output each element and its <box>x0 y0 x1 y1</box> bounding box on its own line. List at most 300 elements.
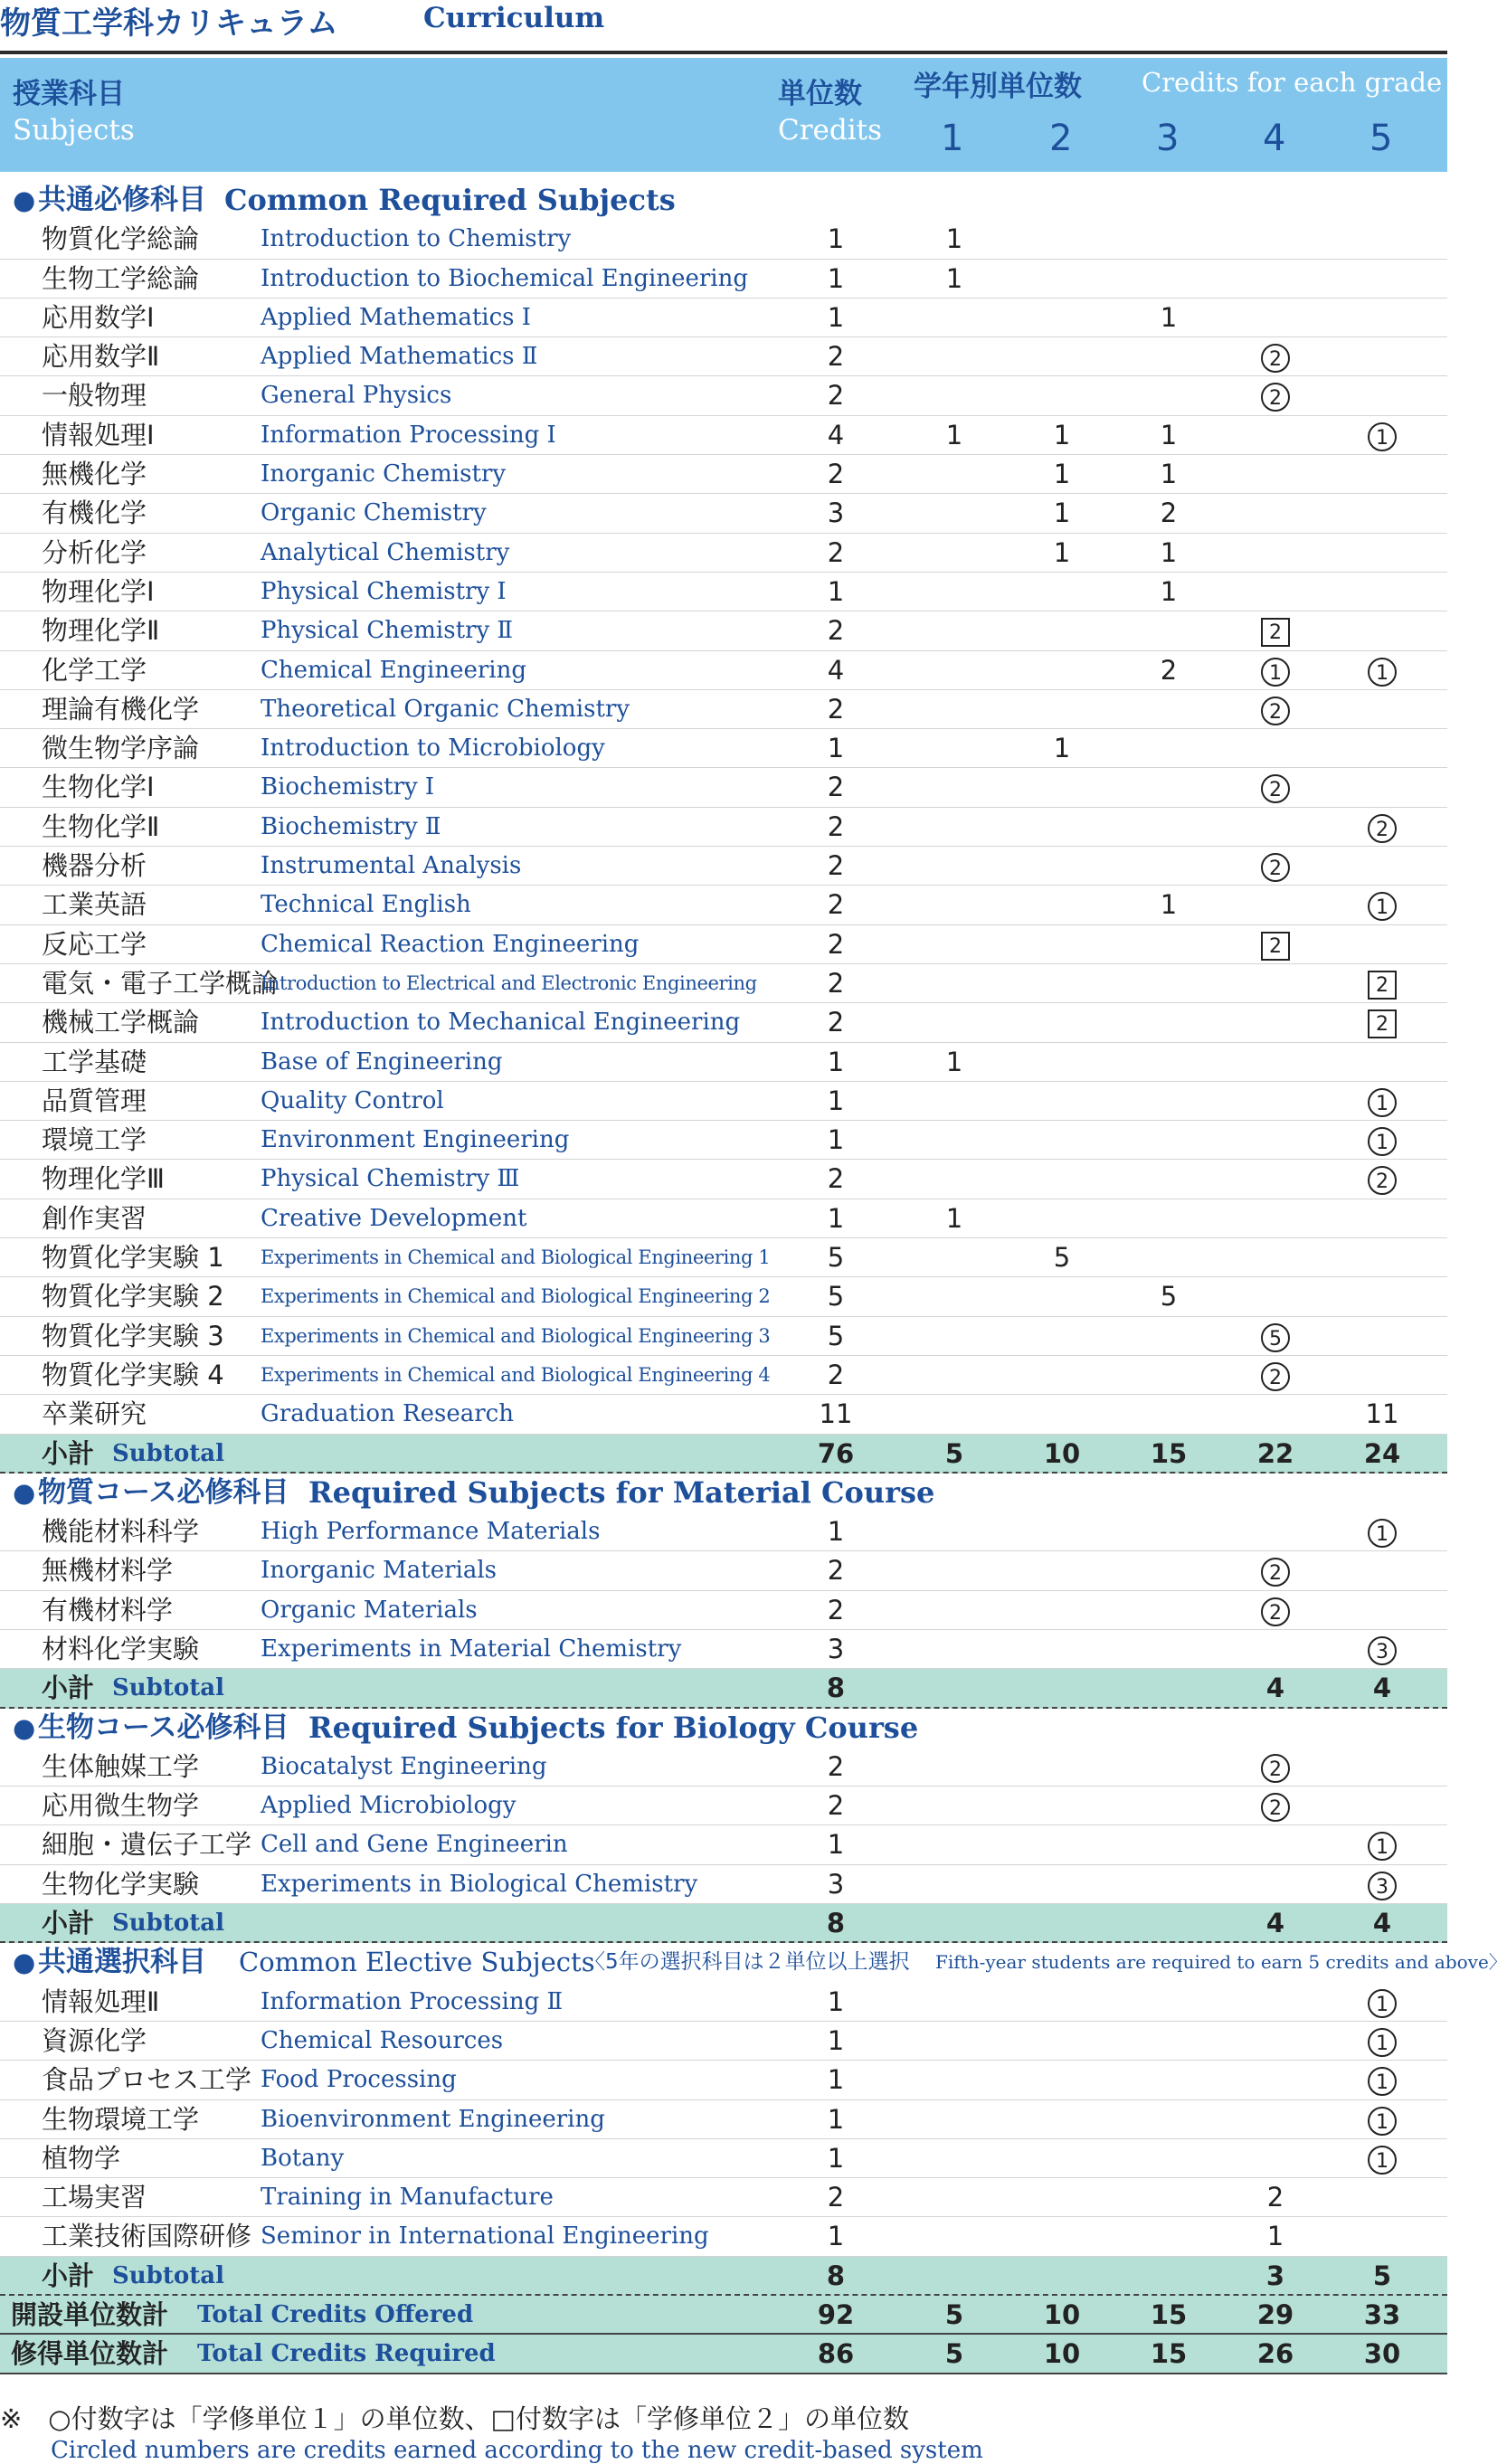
subject-name-en: Physical Chemistry Ⅱ <box>261 617 514 645</box>
grade-5-cell <box>1328 2139 1436 2178</box>
credits-cell: 1 <box>827 223 845 255</box>
grade-3-cell <box>1114 1277 1223 1316</box>
credit-value: 5 <box>944 2299 964 2331</box>
table-row <box>0 2139 1447 2178</box>
subject-name-en: Base of Engineering <box>261 1047 503 1076</box>
credit-value: 1 <box>1053 419 1071 450</box>
table-row <box>0 2022 1447 2061</box>
grade-5-cell <box>1328 2061 1436 2099</box>
credits-cell: 1 <box>827 1085 845 1116</box>
section-header <box>0 1474 1447 1512</box>
subject-name-ja: 卒業研究 <box>42 1398 147 1430</box>
subject-name-en: Chemical Reaction Engineering <box>261 930 640 958</box>
circled-credit-value: 2 <box>1261 1793 1290 1822</box>
credit-value: 33 <box>1363 2299 1401 2331</box>
circled-credit-value: 1 <box>1368 2146 1397 2175</box>
subject-name-ja: 生体触媒工学 <box>42 1750 200 1782</box>
credit-value: 4 <box>1265 1673 1285 1704</box>
subject-name-ja: 応用数学Ⅱ <box>42 341 160 373</box>
credit-value: 29 <box>1256 2299 1294 2331</box>
grade-3-cell <box>1114 886 1223 924</box>
table-row <box>0 1748 1447 1786</box>
grade-4-cell <box>1221 1317 1330 1356</box>
subject-name-ja: 物理化学Ⅰ <box>42 575 155 607</box>
subject-name-en: Theoretical Organic Chemistry <box>261 695 630 723</box>
header-credits-en: Credits <box>778 114 883 147</box>
grade-5-cell <box>1328 886 1436 924</box>
credits-cell: 1 <box>827 1202 845 1234</box>
subject-name-ja: 電気・電子工学概論 <box>42 967 279 999</box>
subject-name-en: Instrumental Analysis <box>261 852 522 880</box>
circled-credit-value: 3 <box>1368 1636 1397 1665</box>
credits-cell: 2 <box>827 693 845 725</box>
grade-5-cell <box>1328 1669 1436 1708</box>
grade-4-cell <box>1221 2257 1330 2296</box>
subject-name-ja: 一般物理 <box>42 380 147 412</box>
table-row <box>0 2178 1447 2217</box>
credits-cell: 2 <box>827 889 845 921</box>
grade-4-cell <box>1221 1904 1330 1943</box>
subject-name-ja: 植物学 <box>42 2142 121 2174</box>
credit-value: 4 <box>1265 1908 1285 1939</box>
subject-name-ja: 生物化学Ⅱ <box>42 810 160 842</box>
circled-credit-value: 1 <box>1261 658 1290 687</box>
credit-value: 30 <box>1363 2338 1401 2370</box>
grade-5-cell <box>1328 2022 1436 2061</box>
grade-1-cell <box>900 220 1009 259</box>
credits-cell: 2 <box>827 967 845 999</box>
table-row <box>0 416 1447 455</box>
table-row <box>0 1630 1447 1669</box>
table-row <box>0 494 1447 533</box>
credits-cell: 2 <box>827 615 845 647</box>
grade-5-cell <box>1328 416 1436 455</box>
section-header <box>0 1709 1447 1748</box>
grade-3-cell <box>1114 2335 1223 2374</box>
grade-5-cell <box>1328 1395 1436 1434</box>
grade-5-cell <box>1328 1825 1436 1864</box>
grade-4-cell <box>1221 611 1330 650</box>
grade-1-cell <box>900 1199 1009 1238</box>
grade-5-cell <box>1328 1512 1436 1551</box>
boxed-credit-value: 2 <box>1368 1009 1397 1038</box>
section-note-ja: 〈5年の選択科目は２単位以上選択 <box>584 1950 910 1975</box>
row-label-en: Subtotal <box>112 1439 224 1467</box>
grade-4-cell <box>1221 2217 1330 2256</box>
boxed-credit-value: 2 <box>1261 618 1290 647</box>
subject-name-en: Information Processing Ⅰ <box>261 421 556 449</box>
subject-name-en: Physical Chemistry Ⅲ <box>261 1165 520 1193</box>
subject-name-en: Analytical Chemistry <box>261 538 510 566</box>
credit-value: 10 <box>1043 2338 1081 2370</box>
page-title: 物質工学科カリキュラム <box>0 5 338 42</box>
circled-credit-value: 2 <box>1261 697 1290 725</box>
subject-name-ja: 材料化学実験 <box>42 1633 200 1664</box>
credits-cell: 1 <box>827 575 845 607</box>
title-rule <box>0 51 1447 54</box>
table-row <box>0 455 1447 494</box>
credits-cell: 92 <box>817 2299 855 2331</box>
subject-name-en: Quality Control <box>261 1086 444 1114</box>
credits-cell: 2 <box>827 459 845 490</box>
credits-cell: 8 <box>826 1673 846 1704</box>
grade-1-cell <box>900 1043 1009 1082</box>
section-title-ja: 生物コース必修科目 <box>38 1711 289 1744</box>
subject-name-ja: 反応工学 <box>42 928 147 960</box>
table-row <box>0 376 1447 415</box>
subject-name-en: Chemical Resources <box>261 2026 504 2054</box>
credit-value: 1 <box>1160 575 1178 607</box>
subject-name-en: General Physics <box>261 382 452 410</box>
subject-name-ja: 細胞・遺伝子工学 <box>42 1829 252 1861</box>
grade-2-cell <box>1008 534 1116 573</box>
credit-value: 3 <box>1265 2260 1285 2291</box>
credits-cell: 1 <box>827 2142 845 2174</box>
grade-3-cell <box>1114 1435 1223 1474</box>
credits-cell: 5 <box>827 1281 845 1313</box>
subject-name-ja: 機能材料科学 <box>42 1516 200 1548</box>
section-title-en: Common Required Subjects <box>224 183 676 217</box>
credit-value: 1 <box>945 262 963 294</box>
row-label-en: Subtotal <box>112 1674 224 1702</box>
credits-cell: 1 <box>827 1046 845 1077</box>
subject-name-en: Introduction to Microbiology <box>261 734 605 763</box>
credit-value: 15 <box>1150 2299 1188 2331</box>
credit-value: 4 <box>1372 1673 1392 1704</box>
grade-4-cell <box>1221 690 1330 729</box>
credits-cell: 8 <box>826 2260 846 2291</box>
subject-name-ja: 生物環境工学 <box>42 2103 200 2135</box>
credit-value: 5 <box>1160 1281 1178 1313</box>
table-row <box>0 1003 1447 1042</box>
credits-cell: 2 <box>827 810 845 842</box>
grade-4-cell <box>1221 337 1330 376</box>
credit-value: 5 <box>1053 1242 1071 1274</box>
grade-5-cell <box>1328 964 1436 1003</box>
grade-2-cell <box>1008 494 1116 533</box>
grade-5-cell <box>1328 808 1436 847</box>
subject-name-ja: 物質化学実験 3 <box>42 1320 224 1351</box>
subject-name-ja: 物理化学Ⅲ <box>42 1163 165 1195</box>
grade-4-cell <box>1221 1748 1330 1786</box>
curriculum-table-body <box>0 181 1507 2374</box>
table-row <box>0 1160 1447 1199</box>
row-label-en: Total Credits Offered <box>197 2301 474 2329</box>
subject-name-en: Seminor in International Engineering <box>261 2222 709 2251</box>
section-title-en: Required Subjects for Biology Course <box>308 1710 919 1745</box>
credit-value: 1 <box>1160 459 1178 490</box>
circled-credit-value: 5 <box>1261 1323 1290 1352</box>
title-bar <box>0 0 1447 51</box>
subject-name-ja: 創作実習 <box>42 1202 147 1234</box>
header-grade-en: Credits for each grade <box>1142 67 1443 98</box>
grade-3-cell <box>1114 416 1223 455</box>
grade-5-cell <box>1328 1160 1436 1199</box>
subject-name-ja: 工業英語 <box>42 889 147 921</box>
circled-credit-value: 1 <box>1368 422 1397 451</box>
credits-cell: 2 <box>827 1163 845 1195</box>
credits-cell: 86 <box>817 2338 855 2370</box>
subject-name-ja: 物質化学実験 4 <box>42 1359 224 1390</box>
credits-cell: 8 <box>826 1908 846 1939</box>
subtotal-row <box>0 1669 1447 1708</box>
credit-value: 1 <box>1053 459 1071 490</box>
grade-2-cell <box>1008 1435 1116 1474</box>
subject-name-en: Biocatalyst Engineering <box>261 1752 547 1780</box>
subject-name-en: Bioenvironment Engineering <box>261 2105 605 2133</box>
circled-credit-value: 2 <box>1261 383 1290 412</box>
subject-name-ja: 応用数学Ⅰ <box>42 301 155 333</box>
credits-cell: 1 <box>827 1516 845 1548</box>
subject-name-en: Physical Chemistry Ⅰ <box>261 577 507 605</box>
circled-credit-value: 1 <box>1368 892 1397 921</box>
subject-name-ja: 物質化学実験 2 <box>42 1281 224 1313</box>
table-row <box>0 337 1447 376</box>
table-row <box>0 651 1447 690</box>
section-title-en: Required Subjects for Material Course <box>308 1474 935 1510</box>
credit-value: 5 <box>1372 2260 1392 2291</box>
subject-name-en: Creative Development <box>261 1204 527 1232</box>
credit-value: 1 <box>945 223 963 255</box>
circled-credit-value: 1 <box>1368 1989 1397 2018</box>
credit-value: 1 <box>1160 536 1178 568</box>
grade-2-cell <box>1008 455 1116 494</box>
subtotal-row <box>0 1435 1447 1474</box>
credits-cell: 1 <box>827 2103 845 2135</box>
credit-value: 22 <box>1256 1437 1294 1469</box>
grade-5-cell <box>1328 1904 1436 1943</box>
credit-value: 10 <box>1043 1437 1081 1469</box>
table-row <box>0 260 1447 299</box>
table-row <box>0 573 1447 611</box>
table-row <box>0 1512 1447 1551</box>
table-row <box>0 220 1447 259</box>
section-bullet-icon: ● <box>13 1476 36 1508</box>
subject-name-ja: 有機化学 <box>42 498 147 529</box>
subject-name-en: Applied Microbiology <box>261 1792 517 1820</box>
credit-value: 1 <box>1160 419 1178 450</box>
table-row <box>0 299 1447 337</box>
grade-4-cell <box>1221 1435 1330 1474</box>
row-label-en: Subtotal <box>112 2261 224 2289</box>
credit-value: 10 <box>1043 2299 1081 2331</box>
total-row <box>0 2335 1447 2374</box>
credit-value: 2 <box>1266 2182 1284 2213</box>
subject-name-en: Introduction to Electrical and Electronic Engineering <box>261 971 757 994</box>
circled-credit-value: 2 <box>1261 1597 1290 1626</box>
grade-3-cell <box>1114 299 1223 337</box>
subject-name-ja: 環境工学 <box>42 1124 147 1156</box>
grade-5-cell <box>1328 2100 1436 2139</box>
footnote-ja: ※ ○付数字は「学修単位１」の単位数、□付数字は「学修単位２」の単位数 <box>0 2403 910 2434</box>
header-subjects-en: Subjects <box>13 114 135 147</box>
subject-name-en: Food Processing <box>261 2066 457 2094</box>
grade-5-cell <box>1328 1082 1436 1121</box>
subject-name-ja: 情報処理Ⅱ <box>42 1985 160 2017</box>
credits-cell: 2 <box>827 380 845 412</box>
grade-3-cell <box>1114 534 1223 573</box>
section-bullet-icon: ● <box>13 1711 36 1743</box>
credits-cell: 2 <box>827 2182 845 2213</box>
subject-name-en: Information Processing Ⅱ <box>261 1987 564 2015</box>
circled-credit-value: 1 <box>1368 2107 1397 2136</box>
grade-3-cell <box>1114 651 1223 690</box>
grade-5-cell <box>1328 1003 1436 1042</box>
subject-name-en: Applied Mathematics Ⅰ <box>261 303 532 331</box>
circled-credit-value: 1 <box>1368 1832 1397 1861</box>
circled-credit-value: 2 <box>1261 1754 1290 1783</box>
subject-name-en: Organic Chemistry <box>261 499 487 527</box>
credits-cell: 1 <box>827 2024 845 2056</box>
grade-5-cell <box>1328 1865 1436 1904</box>
subject-name-en: Experiments in Biological Chemistry <box>261 1870 698 1898</box>
grade-1-cell <box>900 1435 1009 1474</box>
grade-4-cell <box>1221 651 1330 690</box>
table-row <box>0 1825 1447 1864</box>
subtotal-row <box>0 1904 1447 1943</box>
subject-name-ja: 情報処理Ⅰ <box>42 419 155 450</box>
grade-2-cell <box>1008 416 1116 455</box>
section-title-ja: 共通必修科目 <box>38 184 206 216</box>
grade-5-cell <box>1328 1983 1436 2022</box>
subject-name-ja: 微生物学序論 <box>42 733 200 764</box>
circled-credit-value: 2 <box>1261 1362 1290 1391</box>
credit-value: 4 <box>1372 1908 1392 1939</box>
circled-credit-value: 1 <box>1368 2028 1397 2057</box>
subject-name-en: Experiments in Chemical and Biological Engineering 2 <box>261 1285 771 1308</box>
grade-5-cell <box>1328 651 1436 690</box>
table-row <box>0 729 1447 768</box>
grade-5-cell <box>1328 2335 1436 2374</box>
credits-cell: 2 <box>827 1359 845 1390</box>
row-label-ja: 小計 <box>42 1908 95 1939</box>
credit-value: 15 <box>1150 1437 1188 1469</box>
credits-cell: 2 <box>827 341 845 373</box>
subtotal-row <box>0 2257 1447 2296</box>
section-note-en: Fifth-year students are required to earn 5 credits and above〉 <box>935 1951 1507 1974</box>
row-label-ja: 小計 <box>42 1673 95 1704</box>
subject-name-ja: 物理化学Ⅱ <box>42 615 160 647</box>
table-row <box>0 2061 1447 2099</box>
subject-name-ja: 無機材料学 <box>42 1555 174 1587</box>
subject-name-ja: 無機化学 <box>42 459 147 490</box>
subject-name-en: Inorganic Materials <box>261 1557 497 1585</box>
subject-name-ja: 工業技術国際研修 <box>42 2221 252 2252</box>
header-subjects-ja: 授業科目 <box>13 78 125 110</box>
section-bullet-icon: ● <box>13 1947 36 1978</box>
grade-1-cell <box>900 260 1009 299</box>
row-label-en: Subtotal <box>112 1910 224 1938</box>
credits-cell: 2 <box>827 1750 845 1782</box>
section-header <box>0 181 1447 220</box>
credits-cell: 2 <box>827 1790 845 1822</box>
table-row <box>0 1317 1447 1356</box>
subject-name-ja: 機械工学概論 <box>42 1007 200 1038</box>
circled-credit-value: 1 <box>1368 1519 1397 1548</box>
table-row <box>0 611 1447 650</box>
circled-credit-value: 1 <box>1368 1127 1397 1156</box>
table-row <box>0 847 1447 886</box>
row-label-ja: 小計 <box>42 2260 95 2291</box>
header-grade-3: 3 <box>1156 118 1180 159</box>
table-row <box>0 886 1447 924</box>
table-row <box>0 1043 1447 1082</box>
table-row <box>0 808 1447 847</box>
section-title-en: Common Elective Subjects <box>239 1947 595 1978</box>
credit-value: 1 <box>1160 889 1178 921</box>
table-row <box>0 1865 1447 1904</box>
credits-cell: 2 <box>827 1555 845 1587</box>
subject-name-ja: 物質化学総論 <box>42 223 200 255</box>
table-row <box>0 1277 1447 1316</box>
credits-cell: 1 <box>827 1829 845 1861</box>
subject-name-en: Botany <box>261 2144 345 2172</box>
circled-credit-value: 2 <box>1261 344 1290 373</box>
row-label-ja: 小計 <box>42 1437 95 1469</box>
grade-5-cell <box>1328 2257 1436 2296</box>
credit-value: 1 <box>945 1046 963 1077</box>
circled-credit-value: 3 <box>1368 1872 1397 1900</box>
grade-4-cell <box>1221 2335 1330 2374</box>
subject-name-ja: 資源化学 <box>42 2024 147 2056</box>
credits-cell: 2 <box>827 772 845 803</box>
table-row <box>0 1082 1447 1121</box>
grade-5-cell <box>1328 1435 1436 1474</box>
footnote-en: Circled numbers are credits earned according to the new credit-based system <box>51 2437 983 2464</box>
credit-value: 1 <box>1053 733 1071 764</box>
grade-2-cell <box>1008 2296 1116 2335</box>
credit-value: 1 <box>945 419 963 450</box>
grade-4-cell <box>1221 1591 1330 1630</box>
credit-value: 2 <box>1160 498 1178 529</box>
credits-cell: 2 <box>827 1007 845 1038</box>
subject-name-ja: 有機材料学 <box>42 1594 174 1625</box>
table-row <box>0 1786 1447 1825</box>
credits-cell: 11 <box>819 1398 853 1430</box>
table-row <box>0 1356 1447 1395</box>
credit-value: 2 <box>1160 654 1178 686</box>
subject-name-en: Experiments in Material Chemistry <box>261 1635 682 1663</box>
subject-name-en: Biochemistry Ⅰ <box>261 773 435 801</box>
grade-2-cell <box>1008 2335 1116 2374</box>
subject-name-en: Training in Manufacture <box>261 2184 554 2212</box>
credits-cell: 1 <box>827 733 845 764</box>
table-header <box>0 58 1447 172</box>
credits-cell: 3 <box>827 1633 845 1664</box>
section-bullet-icon: ● <box>13 185 36 215</box>
grade-5-cell <box>1328 1630 1436 1669</box>
grade-1-cell <box>900 2335 1009 2374</box>
table-row <box>0 1238 1447 1277</box>
credits-cell: 1 <box>827 301 845 333</box>
page-title-en: Curriculum <box>423 2 605 34</box>
subject-name-ja: 化学工学 <box>42 654 147 686</box>
table-row <box>0 1551 1447 1590</box>
credit-value: 15 <box>1150 2338 1188 2370</box>
circled-credit-value: 2 <box>1261 1558 1290 1587</box>
grade-5-cell <box>1328 2296 1436 2335</box>
grade-3-cell <box>1114 2296 1223 2335</box>
boxed-credit-value: 2 <box>1368 971 1397 1000</box>
credit-value: 11 <box>1365 1398 1399 1430</box>
subject-name-ja: 理論有機化学 <box>42 693 200 725</box>
credit-value: 26 <box>1256 2338 1294 2370</box>
row-label-ja: 開設単位数計 <box>11 2299 169 2331</box>
credit-value: 1 <box>1266 2221 1284 2252</box>
table-row <box>0 768 1447 807</box>
header-grade-5: 5 <box>1370 118 1393 159</box>
credit-value: 24 <box>1363 1437 1401 1469</box>
